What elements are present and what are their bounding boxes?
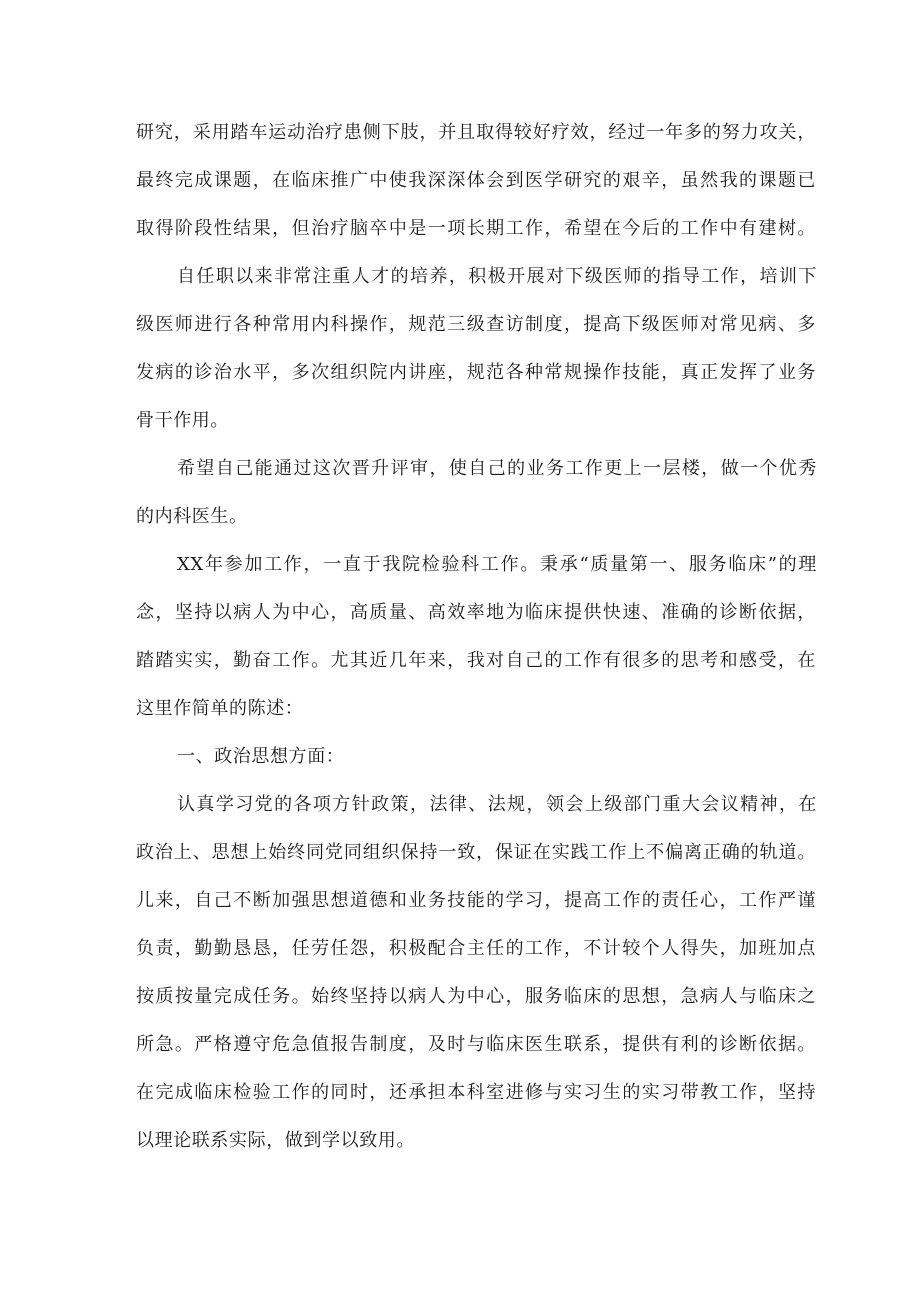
text-line: 级医师进行各种常用内科操作，规范三级查访制度，提高下级医师对常见病、多 [136,314,816,335]
text-line: 念，坚持以病人为中心，高质量、高效率地为临床提供快速、准确的诊断依据， [136,602,816,623]
text-line: 研究，采用踏车运动治疗患侧下肢，并且取得较好疗效，经过一年多的努力攻关， [136,122,816,143]
text-line: 所急。严格遵守危急值报告制度，及时与临床医生联系，提供有利的诊断依据。 [136,1034,816,1055]
text-line: 政治上、思想上始终同党同组织保持一致，保证在实践工作上不偏离正确的轨道。 [136,842,816,863]
text-line: 儿来，自己不断加强思想道德和业务技能的学习，提高工作的责任心，工作严谨 [136,890,816,911]
text-line: 发病的诊治水平，多次组织院内讲座，规范各种常规操作技能，真正发挥了业务 [136,362,816,383]
text-line: 在完成临床检验工作的同时，还承担本科室进修与实习生的实习带教工作，坚持 [136,1082,816,1103]
text-line: 按质按量完成任务。始终坚持以病人为中心，服务临床的思想，急病人与临床之 [136,986,816,1007]
text-line: 负责，勤勤恳恳，任劳任怨，积极配合主任的工作，不计较个人得失，加班加点 [136,938,816,959]
text-line: 取得阶段性结果，但治疗脑卒中是一项长期工作，希望在今后的工作中有建树。 [136,218,816,239]
text-line: 一、政治思想方面： [177,746,345,767]
text-line: 骨干作用。 [136,410,229,431]
text-line: 以理论联系实际，做到学以致用。 [136,1130,415,1151]
text-line: 自任职以来非常注重人才的培养，积极开展对下级医师的指导工作，培训下 [177,266,817,287]
text-line: XX年参加工作，一直于我院检验科工作。秉承“质量第一、服务临床”的理 [177,554,817,575]
text-line: 认真学习党的各项方针政策，法律、法规，领会上级部门重大会议精神，在 [177,794,817,815]
text-line: 最终完成课题，在临床推广中使我深深体会到医学研究的艰辛，虽然我的课题已 [136,170,816,191]
text-line: 希望自己能通过这次晋升评审，使自己的业务工作更上一层楼，做一个优秀 [177,458,817,479]
text-line: 这里作简单的陈述： [136,698,304,719]
text-line: 踏踏实实，勤奋工作。尤其近几年来，我对自己的工作有很多的思考和感受，在 [136,650,816,671]
text-line: 的内科医生。 [136,506,248,527]
